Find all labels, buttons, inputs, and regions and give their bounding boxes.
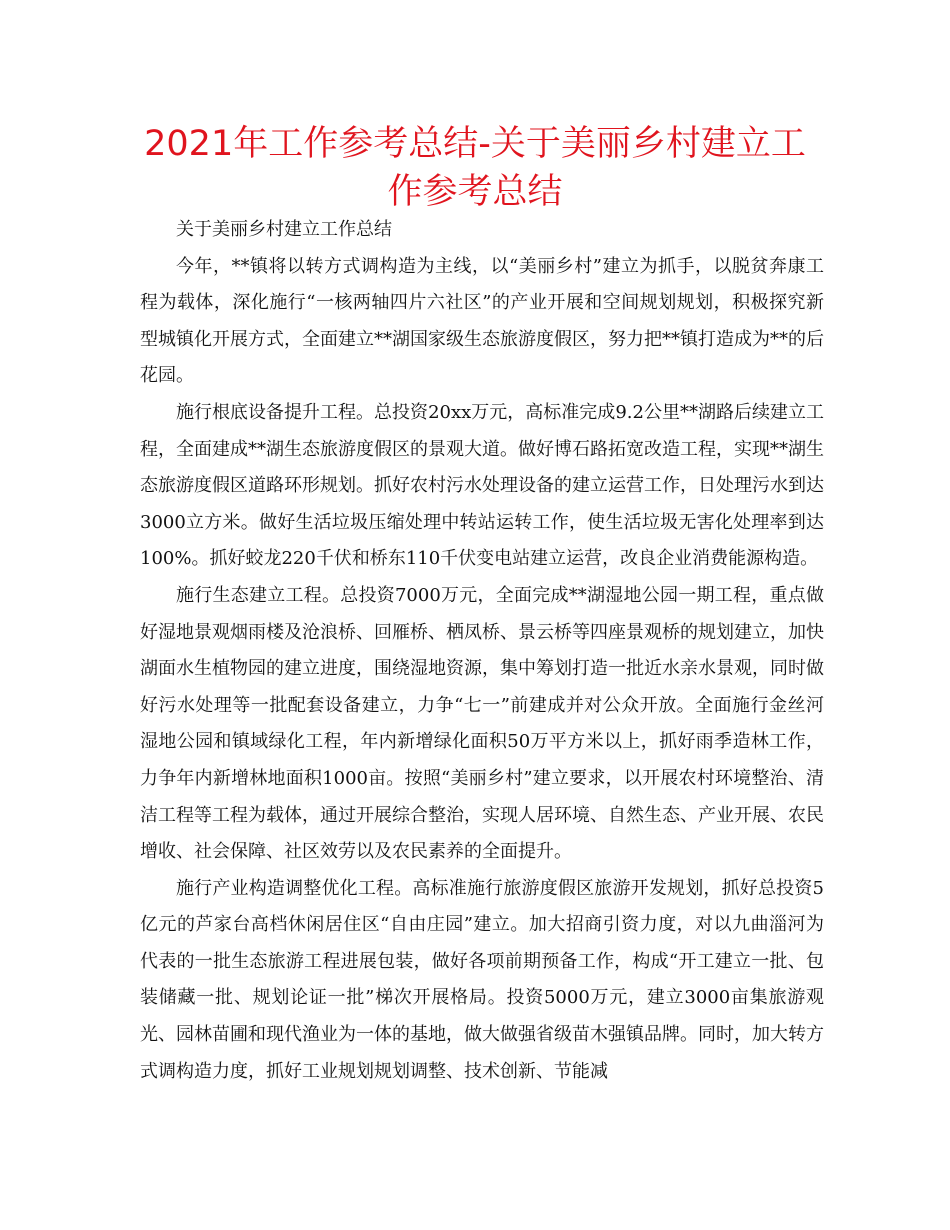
document-title: 2021年工作参考总结-关于美丽乡村建立工作参考总结 <box>144 124 806 212</box>
document-body <box>140 212 824 1090</box>
paragraph-ecology: 施行生态建立工程。总投资7000万元，全面完成**湖湿地公园一期工程，重点做好湿地景观烟雨楼及沧浪桥、回雁桥、栖凤桥、景云桥等四座景观桥的规划建立，加快湖面水生植物园的建立进度，围绕湿地资源，集中筹划打造一批近水亲水景观，同时做好污水处理等一批配套设备建立，力争“七一”前建成并对公众开放。全面施行金丝河湿地公园和镇域绿化工程，年内新增绿化面积50万平方米以上，抓好雨季造林工作，力争年内新增林地面积1000亩。按照“美丽乡村”建立要求，以开展农村环境整治、清洁工程等工程为载体，通过开展综合整治，实现人居环境、自然生态、产业开展、农民增收、社会保障、社区效劳以及农民素养的全面提升。 <box>140 584 824 863</box>
paragraph-subtitle: 关于美丽乡村建立工作总结 <box>176 219 392 240</box>
paragraph-intro: 今年，**镇将以转方式调构造为主线，以“美丽乡村”建立为抓手，以脱贫奔康工程为载体，深化施行“一核两轴四片六社区”的产业开展和空间规划规划，积极探究新型城镇化开展方式，全面建立**湖国家级生态旅游度假区，努力把**镇打造成为**的后花园。 <box>140 255 824 387</box>
paragraph-infrastructure: 施行根底设备提升工程。总投资20xx万元，高标准完成9.2公里**湖路后续建立工程，全面建成**湖生态旅游度假区的景观大道。做好博石路拓宽改造工程，实现**湖生态旅游度假区道路环形规划。抓好农村污水处理设备的建立运营工作，日处理污水到达3000立方米。做好生活垃圾压缩处理中转站运转工作，使生活垃圾无害化处理率到达100%。抓好蛟龙220千伏和桥东110千伏变电站建立运营，改良企业消费能源构造。 <box>140 401 824 570</box>
paragraph-industry: 施行产业构造调整优化工程。高标准施行旅游度假区旅游开发规划，抓好总投资5亿元的芦家台高档休闲居住区“自由庄园”建立。加大招商引资力度，对以九曲淄河为代表的一批生态旅游工程进展包装，做好各项前期预备工作，构成“开工建立一批、包装储藏一批、规划论证一批”梯次开展格局。投资5000万元，建立3000亩集旅游观光、园林苗圃和现代渔业为一体的基地，做大做强省级苗木强镇品牌。同时，加大转方式调构造力度，抓好工业规划规划调整、技术创新、节能减 <box>140 877 824 1082</box>
